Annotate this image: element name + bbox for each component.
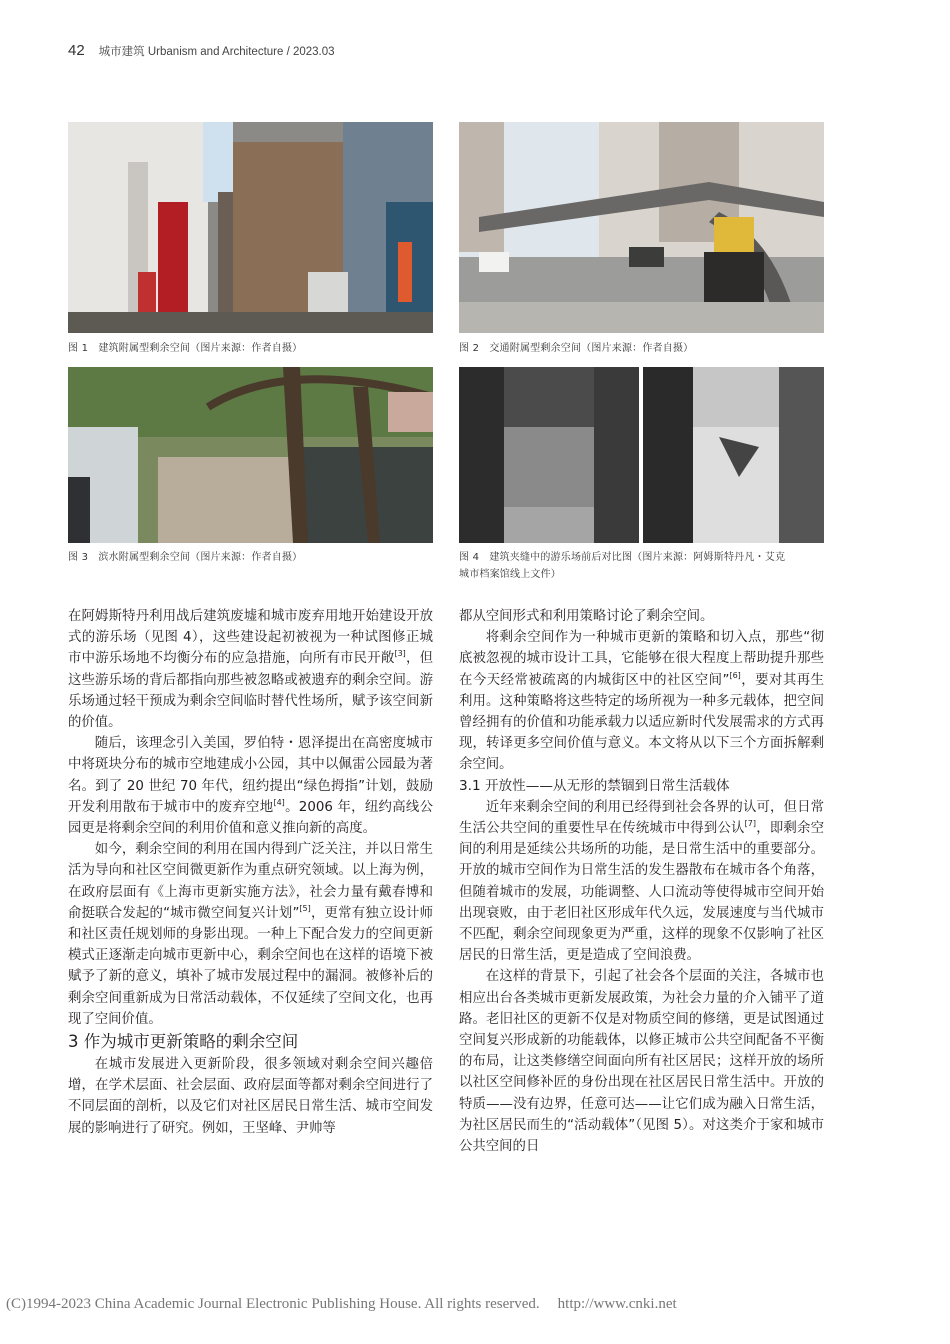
copyright-text: (C)1994-2023 China Academic Journal Electronic Publishing House. All rights reserved. <box>6 1296 540 1312</box>
paragraph: 如今，剩余空间的利用在国内得到广泛关注，并以日常生活为导向和社区空间微更新作为重点研究领域。以上海为例，在政府层面有《上海市更新实施方法》，社会力量有戴春博和俞挺联合发起的“城市微空间复兴计划”[5]，更常有独立设计师和社区责任规划师的身影出现。一种上下配合发力的空间更新模式正逐渐走向城市更新中心，剩余空间也在这样的语境下被赋予了新的意义，填补了城市发展过程中的漏洞。被修补后的剩余空间重新成为日常活动载体，不仅延续了空间文化，也再现了空间价值。 <box>68 842 434 1027</box>
left-column <box>68 606 433 1139</box>
subsection-heading: 3.1 开放性——从无形的禁锢到日常生活载体 <box>459 777 730 794</box>
site-url[interactable]: http://www.cnki.net <box>557 1296 677 1312</box>
figure-2-photo <box>459 122 824 333</box>
paragraph: 将剩余空间作为一种城市更新的策略和切入点，那些“彻底被忽视的城市设计工具，它能够在很大程度上帮助提升那些在今天经常被疏离的内城街区中的社区空间”[6]，要对其再生利用。这种策略将这些特定的场所视为一种多元载体，把空间曾经拥有的价值和功能承载力以适应新时代发展需求的方式再现，转译更多空间价值与意义。本文将从以下三个方面拆解剩余空间。 <box>459 630 825 773</box>
citation: [5] <box>299 903 311 913</box>
section-heading: 3 作为城市更新策略的剩余空间 <box>68 1032 299 1052</box>
figure-3-caption: 图 3 滨水附属型剩余空间（图片来源：作者自摄） <box>68 552 303 563</box>
figure-3-photo <box>68 367 433 543</box>
citation: [7] <box>744 819 756 829</box>
paragraph: 在这样的背景下，引起了社会各个层面的关注，各城市也相应出台各类城市更新发展政策，为社会力量的介入铺平了道路。老旧社区的更新不仅是对物质空间的修缮，更是试图通过空间复兴形成新的功能载体，以修正城市公共空间配备不平衡的布局，让这类修缮空间面向所有社区居民；这样开放的场所以社区空间修补匠的身份出现在社区居民日常生活中。开放的特质——没有边界，任意可达——让它们成为融入日常生活，为社区居民而生的“活动载体”（见图 5）。对这类介于家和城市公共空间的日 <box>459 969 824 1155</box>
figure-2-caption: 图 2 交通附属型剩余空间（图片来源：作者自摄） <box>459 343 694 354</box>
figure-1-caption: 图 1 建筑附属型剩余空间（图片来源：作者自摄） <box>68 343 303 354</box>
figure-4-photo <box>459 367 824 543</box>
figure-4-caption-line2: 城市档案馆线上文件） <box>459 569 561 580</box>
page-number: 42 <box>68 42 85 59</box>
citation: [4] <box>273 797 285 807</box>
citation: [3] <box>394 649 406 659</box>
page-header <box>68 42 335 62</box>
paragraph: 近年来剩余空间的利用已经得到社会各界的认可，但日常生活公共空间的重要性早在传统城市中得到公认[7]，即剩余空间的利用是延续公共场所的功能，是日常生活中的重要部分。开放的城市空间作为日常生活的发生器散布在城市各个角落，但随着城市的发展，功能调整、人口流动等使得城市空间开始出现衰败，由于老旧社区形成年代久远，发展速度与当代城市不匹配，剩余空间现象更为严重，这样的现象不仅影响了社区居民的日常生活，更是造成了空间浪费。 <box>459 799 825 964</box>
paragraph: 在城市发展进入更新阶段，很多领域对剩余空间兴趣倍增，在学术层面、社会层面、政府层面等都对剩余空间进行了不同层面的剖析，以及它们对社区居民日常生活、城市空间发展的影响进行了研究。例如，王坚峰、尹帅等 <box>68 1057 433 1136</box>
figure-4-caption <box>459 549 824 583</box>
paragraph: 在阿姆斯特丹利用战后建筑废墟和城市废弃用地开始建设开放式的游乐场（见图 4），这些建设起初被视为一种试图修正城市中游乐场地不均衡分布的应急措施，向所有市民开敞[3]，但这些游乐场的背后都指向那些被忽略或被遗弃的剩余空间。游乐场通过轻干预成为剩余空间临时替代性场所，赋予该空间新的价值。 <box>68 609 434 731</box>
right-column <box>459 606 824 1157</box>
journal-title: 城市建筑 Urbanism and Architecture / 2023.03 <box>98 46 335 58</box>
figure-4-caption-line1: 图 4 建筑夹缝中的游乐场前后对比图（图片来源：阿姆斯特丹凡・艾克 <box>459 552 786 563</box>
citation: [6] <box>729 670 741 680</box>
paragraph: 随后，该理念引入美国，罗伯特・恩泽提出在高密度城市中将斑块分布的城市空地建成小公园，其中以佩雷公园最为著名。到了 20 世纪 70 年代，纽约提出“绿色拇指”计划，鼓励开发利用散布于城市中的废弃空地[4]。2006 年，纽约高线公园更是将剩余空间的利用价值和意义推向新的高度。 <box>68 736 434 837</box>
copyright-footer <box>6 1296 946 1313</box>
paragraph: 都从空间形式和利用策略讨论了剩余空间。 <box>459 609 714 624</box>
figure-1-photo <box>68 122 433 333</box>
